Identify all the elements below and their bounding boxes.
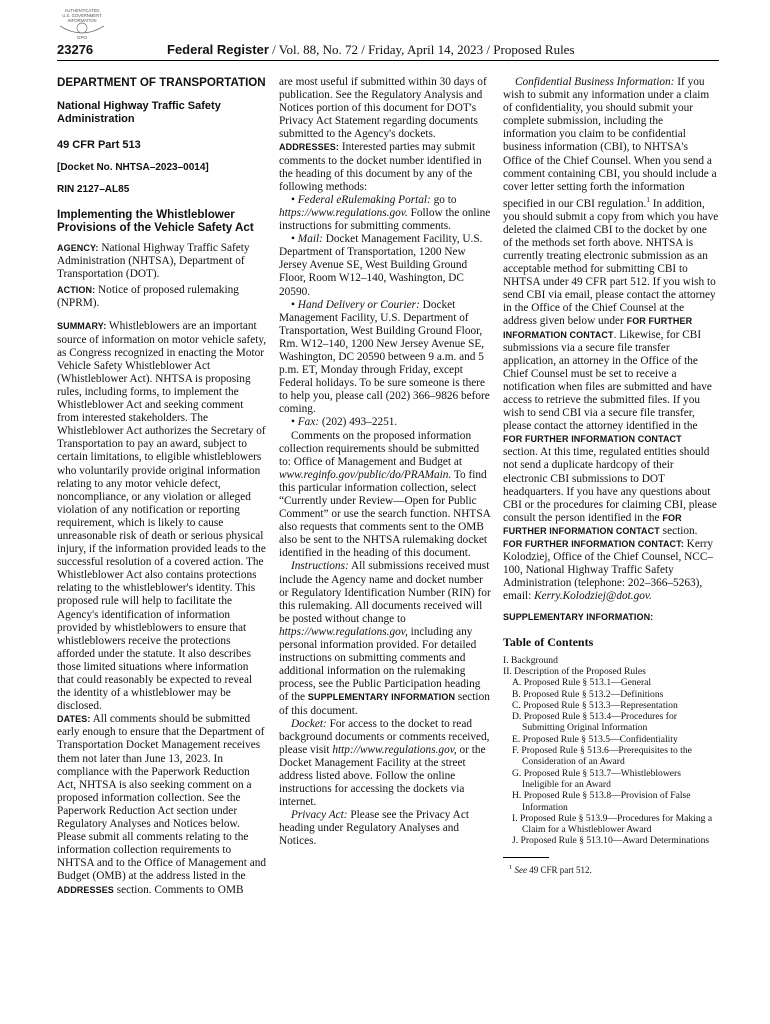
docket-paragraph bbox=[279, 718, 491, 810]
supplementary-label: SUPPLEMENTARY INFORMATION: bbox=[503, 611, 654, 622]
toc-item[interactable]: B. Proposed Rule § 513.2—Definitions bbox=[512, 688, 664, 700]
method-label: Mail: bbox=[297, 233, 323, 246]
toc-item[interactable]: I. Background bbox=[503, 654, 558, 666]
instructions-text: including any personal information provided. For detailed instructions on submitting comments and additional information on the rulemaking process, see the Public Participation heading of the bbox=[279, 625, 481, 704]
table-of-contents bbox=[503, 655, 719, 847]
ffic-ref: FOR FURTHER INFORMATION CONTACT bbox=[503, 434, 682, 445]
action-label: ACTION: bbox=[57, 285, 96, 296]
method-label: Hand Delivery or Courier: bbox=[297, 298, 420, 311]
running-header bbox=[167, 42, 575, 58]
contact-email-link[interactable]: Kerry.Kolodziej@dot.gov. bbox=[534, 590, 652, 603]
method-text: Follow the online instructions for submitting comments. bbox=[279, 206, 491, 233]
toc-item[interactable]: C. Proposed Rule § 513.3—Representation bbox=[512, 699, 678, 711]
column-1 bbox=[57, 76, 267, 897]
dates-label: DATES: bbox=[57, 714, 91, 725]
method-mail: • Mail: Docket Management Facility, U.S. Department of Transportation, 1200 New Jersey Avenue SE, West Building Ground Floor, Room W12–140, Washington, DC 20590. bbox=[279, 233, 483, 298]
method-text: go to bbox=[430, 193, 457, 206]
omb-paragraph bbox=[279, 430, 491, 561]
method-label: Federal eRulemaking Portal: bbox=[297, 193, 431, 206]
cbi-text: In addition, you should submit a copy from which you have deleted the claimed CBI to the docket by one of the methods set forth above. NHTSA is currently treating electronic submission as an acceptable method for submitting CBI to NHTSA under 49 CFR part 512. If you wish to send CBI via email, please contact the attorney in the Office of the Chief Counsel at the address given below under bbox=[503, 197, 719, 328]
docket-text: For access to the docket to read background documents or comments received, please visit bbox=[279, 717, 490, 756]
method-label: Fax: bbox=[297, 416, 320, 429]
footnote-number: 1 bbox=[509, 863, 513, 871]
instructions-text: All submissions received must include the Agency name and docket number or Regulatory Identification Number (RIN) for this rulemaking. All documents received will be posted without change to bbox=[279, 560, 491, 625]
seal-line: U.S. GOVERNMENT bbox=[62, 13, 102, 18]
privacy-label: Privacy Act: bbox=[291, 809, 348, 822]
toc-title: Table of Contents bbox=[503, 634, 594, 649]
contact-paragraph bbox=[503, 538, 719, 603]
toc-item[interactable]: D. Proposed Rule § 513.4—Procedures for Submitting Original Information bbox=[512, 711, 677, 734]
footnote-see: See bbox=[514, 864, 527, 875]
cbi-label: Confidential Business Information: bbox=[515, 76, 675, 88]
dates-text: All comments should be submitted early enough to ensure that the Department of Transportation Docket Management receives them not later than June 13, 2023. In compliance with the Paperwork Reduction Act, NHTSA is also seeking comment on a proposed information collection. See the Paperwork Reduction Act section under Regulatory Analyses and Notices below. Please submit all comments relating to the information collection requirements to NHTSA and to the Office of Management and Budget (OMB) at the address listed in the bbox=[57, 713, 267, 883]
toc-item[interactable]: J. Proposed Rule § 513.10—Award Determinations bbox=[512, 835, 710, 847]
ffic-ref: FOR FURTHER INFORMATION CONTACT bbox=[503, 316, 693, 340]
header-rule bbox=[57, 60, 719, 61]
agency-text: National Highway Traffic Safety Administration (NHTSA), Department of Transportation (DOT). bbox=[57, 242, 250, 281]
toc-item[interactable]: F. Proposed Rule § 513.6—Prerequisites to the Consideration of an Award bbox=[512, 745, 692, 768]
method-text: (202) 493–2251. bbox=[319, 416, 398, 429]
gpo-authenticated-seal bbox=[52, 6, 112, 40]
regulations-link[interactable]: http://www.regulations.gov, bbox=[332, 743, 457, 756]
column-2 bbox=[279, 76, 491, 849]
cbi-paragraph bbox=[503, 76, 719, 538]
action-text: Notice of proposed rulemaking (NPRM). bbox=[57, 284, 239, 310]
cbi-text: section. At this time, regulated entities should not send a duplicate hardcopy of their electronic CBI submissions to DOT headquarters. If you have any questions about CBI or the procedures for claiming CBI, please consult the person identified in the bbox=[503, 446, 717, 524]
toc-item[interactable]: E. Proposed Rule § 513.5—Confidentiality bbox=[512, 733, 678, 745]
rin-number: RIN 2127–AL85 bbox=[57, 184, 130, 195]
regulations-link[interactable]: https://www.regulations.gov. bbox=[279, 206, 408, 219]
omb-text: To find this particular information collection, select “Currently under Review—Open for Public Comment” or use the search function. NHTSA also requests that comments sent to the OMB also be sent to the NHTSA rulemaking docket identified in the heading of this document. bbox=[279, 468, 491, 560]
regulations-link[interactable]: https://www.regulations.gov, bbox=[279, 625, 408, 638]
docket-label: Docket: bbox=[291, 717, 327, 730]
footnote-rule bbox=[503, 857, 549, 858]
toc-item[interactable]: II. Description of the Proposed Rules bbox=[503, 666, 646, 677]
privacy-paragraph bbox=[279, 809, 491, 848]
method-text: Docket Management Facility, U.S. Department of Transportation, 1200 New Jersey Avenue SE, West Building Ground Floor, Room W12–140, Washington, DC 20590. bbox=[279, 233, 483, 298]
agency-heading: DEPARTMENT OF TRANSPORTATION bbox=[57, 76, 266, 89]
addresses-ref: ADDRESSES bbox=[57, 884, 114, 895]
method-fax: • Fax: (202) 493–2251. bbox=[291, 416, 398, 429]
dates-tail: section. Comments to OMB bbox=[113, 883, 244, 896]
summary-text: Whistleblowers are an important source of information on motor vehicle safety, as Congress recognized in enacting the Motor Vehicle Safety Whistleblower Act (Whistleblower Act). NHTSA is proposing rules, including forms, to implement the Whistleblower Act and seeking comment from interested stakeholders. The Whistleblower Act authorizes the Secretary of Transportation to pay an award, subject to certain limitations, to eligible whistleblowers who voluntarily provide original information relating to any motor vehicle defect, noncompliance, or any violation or alleged violation of any notification or reporting requirement, which is likely to cause unreasonable risk of death or serious physical injury, if the information provided leads to the successful resolution of a covered action. The Whistleblower Act also contains protections relating to the whistleblower's identity. This proposed rule will help to facilitate the Agency's identification of information provided by whistleblowers to ensure that whistleblowers receive the protections afforded under the statute. It also describes those limited situations where information that could reasonably be expected to reveal the identity of a whistleblower may be disclosed. bbox=[57, 320, 267, 713]
summary-paragraph bbox=[57, 320, 267, 713]
rule-title: Implementing the Whistleblower Provisions of the Vehicle Safety Act bbox=[57, 208, 254, 234]
method-portal: • Federal eRulemaking Portal: go to https://www.regulations.gov. Follow the online instructions for submitting comments. bbox=[279, 193, 491, 233]
addresses-text: Interested parties may submit comments to the docket number identified in the heading of this document by any of the following methods: bbox=[279, 141, 482, 193]
privacy-text: Please see the Privacy Act heading under Regulatory Analyses and Notices. bbox=[279, 809, 469, 848]
publication-name: Federal Register bbox=[167, 42, 269, 57]
addresses-label: ADDRESSES: bbox=[279, 142, 340, 153]
issue-info: / Vol. 88, No. 72 / Friday, April 14, 2023 / Proposed Rules bbox=[268, 42, 575, 57]
subagency-heading: National Highway Traffic Safety Administration bbox=[57, 100, 221, 125]
instructions-text: section of this document. bbox=[279, 691, 490, 717]
seal-line: AUTHENTICATED bbox=[64, 8, 100, 13]
ffic-ref: FOR FURTHER INFORMATION CONTACT bbox=[503, 512, 682, 536]
method-text: Docket Management Facility, U.S. Department of Transportation, West Building Ground Floor, Rm. W12–140, 1200 New Jersey Avenue SE, Washington, DC 20590 between 9 a.m. and 5 p.m. ET, Monday through Friday, except Federal holidays. To be sure someone is there to help you, please call (202) 366–9826 before coming. bbox=[279, 298, 490, 416]
method-hand-delivery: • Hand Delivery or Courier: Docket Management Facility, U.S. Department of Transportation, West Building Ground Floor, Rm. W12–140, 1200 New Jersey Avenue SE, Washington, DC 20590 between 9 a.m. and 5 p.m. ET, Monday through Friday, except Federal holidays. To be sure someone is there to help you, please call (202) 366–9826 before coming. bbox=[279, 298, 490, 416]
toc-item[interactable]: G. Proposed Rule § 513.7—Whistleblowers Ineligible for an Award bbox=[512, 767, 681, 790]
cbi-text: If you wish to submit any information under a claim of confidentiality, you should submit your complete submission, including the information you claim to be confidential business information (CBI), to NHTSA's Office of the Chief Counsel. When you send a comment containing CBI, you should include a cover letter setting forth the information specified in our CBI regulation. bbox=[503, 76, 717, 210]
omb-text: Comments on the proposed information collection requirements should be submitted to: Office of Management and Budget at bbox=[279, 429, 480, 468]
footnote-text: 49 CFR part 512. bbox=[527, 864, 592, 875]
instructions-label: Instructions: bbox=[291, 560, 349, 573]
reginfo-link[interactable]: www.reginfo.gov/public/do/PRAMain. bbox=[279, 468, 452, 481]
toc-item[interactable]: H. Proposed Rule § 513.8—Provision of False Information bbox=[512, 790, 691, 813]
instructions-paragraph bbox=[279, 560, 491, 717]
cbi-text: . Likewise, for CBI submissions via a secure file transfer application, an attorney in the Office of the Chief Counsel must be set to receive a notification when files are submitted and have access to retrieve the submitted files. If you wish to send CBI via a secure file transfer, please contact the attorney identified in the bbox=[503, 328, 712, 433]
action-paragraph bbox=[57, 284, 267, 310]
omb-continuation: are most useful if submitted within 30 days of publication. See the Regulatory Analysis and Notices portion of this document for DOT's Privacy Act Statement regarding documents submitted to the Agency's dockets. bbox=[279, 76, 487, 141]
contact-label: FOR FURTHER INFORMATION CONTACT: bbox=[503, 539, 684, 550]
cfr-part: 49 CFR Part 513 bbox=[57, 139, 141, 151]
supplementary-heading bbox=[503, 611, 719, 624]
toc-item[interactable]: A. Proposed Rule § 513.1—General bbox=[512, 677, 652, 689]
seal-line: GPO bbox=[76, 35, 88, 40]
page-number: 23276 bbox=[57, 42, 94, 57]
docket-number: [Docket No. NHTSA–2023–0014] bbox=[57, 162, 209, 173]
toc-item[interactable]: I. Proposed Rule § 513.9—Procedures for Making a Claim for a Whistleblower Award bbox=[512, 812, 713, 836]
dates-paragraph bbox=[57, 713, 267, 896]
seal-line: INFORMATION bbox=[67, 18, 97, 23]
contact-text: Kerry Kolodziej, Office of the Chief Counsel, NCC–100, National Highway Traffic Safety Administration (telephone: 202–366–5263), email: bbox=[503, 538, 714, 603]
supplementary-ref: SUPPLEMENTARY INFORMATION bbox=[307, 692, 456, 703]
addresses-paragraph bbox=[279, 141, 491, 193]
agency-label: AGENCY: bbox=[57, 243, 99, 253]
docket-text: or the Docket Management Facility at the street address listed above. Follow the online instructions for accessing the dockets via internet. bbox=[279, 743, 486, 809]
summary-label: SUMMARY: bbox=[57, 321, 107, 332]
agency-paragraph bbox=[57, 242, 267, 281]
footnote-ref: 1 bbox=[646, 195, 650, 204]
footnote bbox=[503, 862, 719, 876]
column-3 bbox=[503, 76, 719, 876]
cbi-text: section. bbox=[659, 524, 698, 537]
